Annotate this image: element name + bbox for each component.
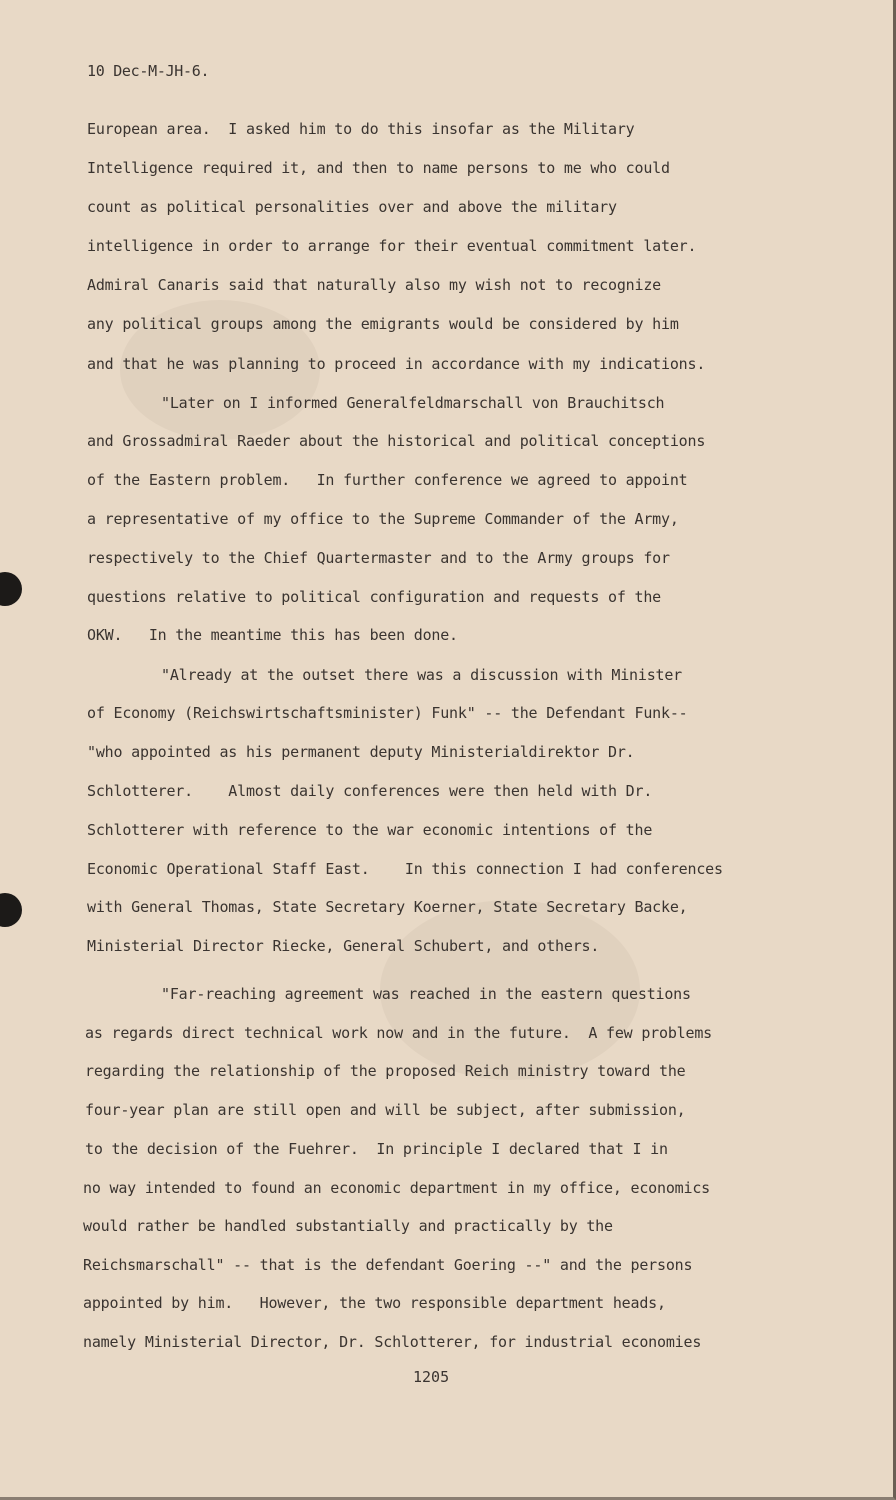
text-line: no way intended to found an economic department in my office, economics <box>83 1179 710 1197</box>
text-line: Reichsmarschall" -- that is the defendant Goering --" and the persons <box>83 1256 693 1274</box>
text-line: would rather be handled substantially and practically by the <box>83 1217 613 1235</box>
punch-hole <box>0 572 22 606</box>
text-line: a representative of my office to the Supreme Commander of the Army, <box>87 510 679 528</box>
page-number: 1205 <box>413 1368 450 1386</box>
text-line: count as political personalities over and above the military <box>87 198 617 216</box>
text-line: "Later on I informed Generalfeldmarschall von Brauchitsch <box>161 394 665 412</box>
page-reference: 10 Dec-M-JH-6. <box>87 62 210 80</box>
text-line: any political groups among the emigrants would be considered by him <box>87 315 679 333</box>
text-line: and that he was planning to proceed in accordance with my indications. <box>87 355 706 373</box>
text-line: to the decision of the Fuehrer. In principle I declared that I in <box>85 1140 668 1158</box>
text-line: four-year plan are still open and will be subject, after submission, <box>85 1101 686 1119</box>
text-line: Schlotterer with reference to the war economic intentions of the <box>87 821 653 839</box>
text-line: European area. I asked him to do this insofar as the Military <box>87 120 635 138</box>
text-line: "Far-reaching agreement was reached in the eastern questions <box>161 985 691 1003</box>
text-line: regarding the relationship of the proposed Reich ministry toward the <box>85 1062 686 1080</box>
text-line: questions relative to political configuration and requests of the <box>87 588 661 606</box>
text-line: Admiral Canaris said that naturally also my wish not to recognize <box>87 276 661 294</box>
text-line: Ministerial Director Riecke, General Schubert, and others. <box>87 937 600 955</box>
text-line: "who appointed as his permanent deputy Ministerialdirektor Dr. <box>87 743 635 761</box>
text-line: respectively to the Chief Quartermaster and to the Army groups for <box>87 549 670 567</box>
text-line: Intelligence required it, and then to name persons to me who could <box>87 159 670 177</box>
text-line: appointed by him. However, the two responsible department heads, <box>83 1294 666 1312</box>
text-line: as regards direct technical work now and in the future. A few problems <box>85 1024 712 1042</box>
text-line: with General Thomas, State Secretary Koerner, State Secretary Backe, <box>87 898 688 916</box>
punch-hole <box>0 893 22 927</box>
text-line: of the Eastern problem. In further conference we agreed to appoint <box>87 471 688 489</box>
text-line: Schlotterer. Almost daily conferences were then held with Dr. <box>87 782 653 800</box>
text-line: OKW. In the meantime this has been done. <box>87 626 458 644</box>
text-line: namely Ministerial Director, Dr. Schlotterer, for industrial economies <box>83 1333 702 1351</box>
text-line: and Grossadmiral Raeder about the historical and political conceptions <box>87 432 706 450</box>
text-line: "Already at the outset there was a discussion with Minister <box>161 666 683 684</box>
text-line: Economic Operational Staff East. In this connection I had conferences <box>87 860 723 878</box>
text-line: of Economy (Reichswirtschaftsminister) Funk" -- the Defendant Funk-- <box>87 704 688 722</box>
text-line: intelligence in order to arrange for their eventual commitment later. <box>87 237 697 255</box>
